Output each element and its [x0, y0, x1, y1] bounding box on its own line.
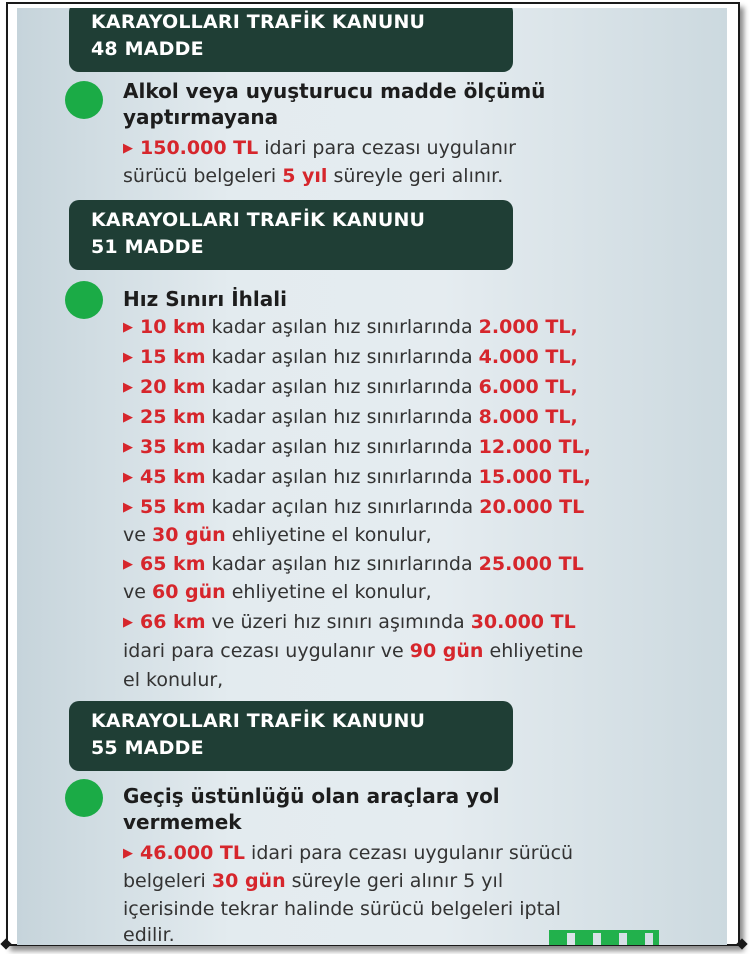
rule-text: ehliyetine el konulur,	[225, 581, 432, 603]
rule-text: ve	[123, 581, 152, 603]
red-triangle-arrow-icon: ▶	[123, 410, 133, 425]
banner-article: 55 MADDE	[91, 737, 204, 759]
highlight-value: 5 yıl	[282, 165, 328, 187]
rule-line	[123, 135, 516, 162]
highlight-value: 20 km	[140, 376, 206, 398]
banner-title: KARAYOLLARI TRAFİK KANUNU	[91, 209, 426, 231]
rule-line	[123, 922, 175, 945]
heading-line: Geçiş üstünlüğü olan araçlara yol	[123, 784, 500, 808]
rule-text: kadar aşılan hız sınırlarında	[205, 406, 479, 428]
rule-text: kadar aşılan hız sınırlarında	[205, 436, 479, 458]
rule-line	[123, 314, 578, 341]
decorative-green-blocks	[549, 930, 659, 945]
highlight-value: 35 km	[140, 436, 206, 458]
rule-text: ehliyetine	[483, 640, 584, 662]
highlight-value: 150.000 TL	[140, 137, 259, 159]
heading-line: yaptırmayana	[123, 105, 279, 129]
highlight-value: 15.000 TL,	[478, 466, 591, 488]
rule-text: ve	[123, 524, 152, 546]
rule-text: idari para cezası uygulanır	[258, 137, 516, 159]
highlight-value: 6.000 TL,	[478, 376, 578, 398]
rule-line	[123, 840, 573, 867]
rule-line	[123, 638, 583, 664]
rule-line	[123, 344, 578, 371]
rule-text: kadar aşılan hız sınırlarında	[205, 466, 479, 488]
rule-line	[123, 374, 578, 401]
highlight-value: 2.000 TL,	[478, 316, 578, 338]
section-banner-51	[69, 200, 513, 270]
highlight-value: 55 km	[140, 496, 206, 518]
highlight-value: 15 km	[140, 346, 206, 368]
highlight-value: 30 gün	[151, 524, 226, 546]
highlight-value: 30.000 TL	[470, 611, 576, 633]
highlight-value: 12.000 TL,	[478, 436, 591, 458]
red-triangle-arrow-icon: ▶	[123, 320, 133, 335]
rule-line	[123, 579, 432, 605]
highlight-value: 4.000 TL,	[478, 346, 578, 368]
rule-text: belgeleri	[123, 870, 212, 892]
rule-text: sürücü belgeleri	[123, 165, 283, 187]
red-triangle-arrow-icon: ▶	[123, 500, 133, 515]
section-heading	[123, 286, 287, 312]
red-triangle-arrow-icon: ▶	[123, 380, 133, 395]
rule-text: edilir.	[123, 924, 175, 945]
red-triangle-arrow-icon: ▶	[123, 846, 133, 861]
rule-line	[123, 404, 578, 431]
rule-text: süreyle geri alınır 5 yıl	[285, 870, 504, 892]
red-triangle-arrow-icon: ▶	[123, 141, 133, 156]
highlight-value: 10 km	[140, 316, 206, 338]
rule-line	[123, 551, 584, 578]
rule-line	[123, 667, 223, 693]
red-triangle-arrow-icon: ▶	[123, 470, 133, 485]
rule-text: süreyle geri alınır.	[327, 165, 504, 187]
highlight-value: 20.000 TL	[479, 496, 585, 518]
highlight-value: 30 gün	[211, 870, 286, 892]
rule-text: kadar aşılan hız sınırlarında	[205, 316, 479, 338]
rule-line	[123, 464, 591, 491]
red-triangle-arrow-icon: ▶	[123, 557, 133, 572]
highlight-value: 25.000 TL	[478, 553, 584, 575]
highlight-value: 46.000 TL	[140, 842, 246, 864]
rule-text: kadar açılan hız sınırlarında	[205, 496, 480, 518]
red-triangle-arrow-icon: ▶	[123, 350, 133, 365]
highlight-value: 8.000 TL,	[478, 406, 578, 428]
green-circle-bullet-icon	[65, 81, 103, 119]
section-banner-55	[69, 701, 513, 771]
rule-line	[123, 494, 584, 521]
banner-article: 48 MADDE	[91, 38, 204, 60]
banner-article: 51 MADDE	[91, 236, 204, 258]
highlight-value: 25 km	[140, 406, 206, 428]
rule-line	[123, 522, 432, 548]
heading-line: vermemek	[123, 810, 242, 834]
rule-line	[123, 609, 576, 636]
highlight-value: 65 km	[140, 553, 206, 575]
rule-line	[123, 896, 561, 922]
rule-text: ve üzeri hız sınırı aşımında	[205, 611, 471, 633]
heading-line: Alkol veya uyuşturucu madde ölçümü	[123, 79, 546, 103]
red-triangle-arrow-icon: ▶	[123, 615, 133, 630]
banner-title: KARAYOLLARI TRAFİK KANUNU	[91, 11, 426, 33]
rule-line	[123, 434, 591, 461]
highlight-value: 66 km	[140, 611, 206, 633]
rule-line	[123, 868, 503, 894]
rule-text: ehliyetine el konulur,	[225, 524, 432, 546]
section-banner-48	[69, 8, 513, 72]
rule-text: içerisinde tekrar halinde sürücü belgeleri iptal	[123, 898, 561, 920]
rule-text: idari para cezası uygulanır ve	[123, 640, 410, 662]
rule-text: el konulur,	[123, 669, 224, 691]
banner-title: KARAYOLLARI TRAFİK KANUNU	[91, 710, 426, 732]
highlight-value: 60 gün	[151, 581, 226, 603]
section-heading	[123, 783, 500, 835]
rule-text: kadar aşılan hız sınırlarında	[205, 376, 479, 398]
section-heading	[123, 78, 545, 130]
highlight-value: 90 gün	[409, 640, 484, 662]
heading-line: Hız Sınırı İhlali	[123, 287, 287, 311]
green-circle-bullet-icon	[65, 281, 103, 319]
rule-text: kadar aşılan hız sınırlarında	[205, 346, 479, 368]
rule-text: idari para cezası uygulanır sürücü	[245, 842, 574, 864]
green-circle-bullet-icon	[65, 779, 103, 817]
highlight-value: 45 km	[140, 466, 206, 488]
rule-text: kadar aşılan hız sınırlarında	[205, 553, 479, 575]
rule-line	[123, 163, 503, 189]
infographic-poster	[17, 8, 727, 945]
red-triangle-arrow-icon: ▶	[123, 440, 133, 455]
